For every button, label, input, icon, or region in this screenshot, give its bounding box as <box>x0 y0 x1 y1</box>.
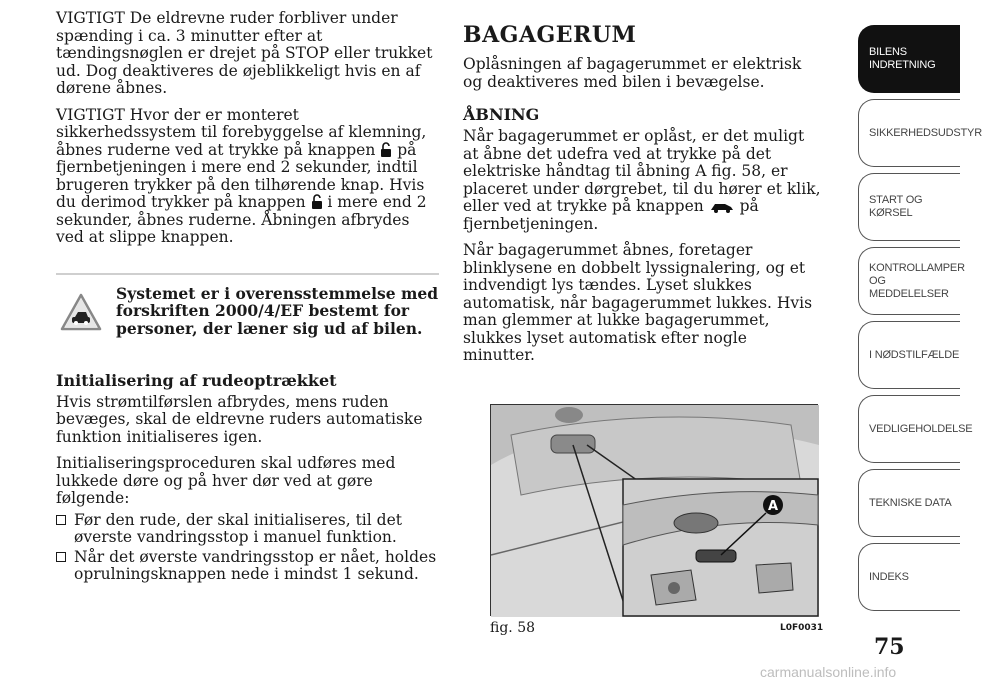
figure-caption: fig. 58 <box>490 620 536 636</box>
section-title: BAGAGERUM <box>463 22 637 48</box>
right-column <box>463 10 823 374</box>
tab-bilens-indretning[interactable]: BILENS INDRETNING <box>858 25 960 93</box>
figure-trunk-handle <box>490 404 818 616</box>
checkbox-bullet-icon <box>56 552 66 562</box>
warning-triangle-icon <box>60 293 102 331</box>
paragraph-init-1: Hvis strømtilførslen afbrydes, mens ruden bevæges, skal de eldrevne ruders automatiske funktion initialiseres igen. <box>56 392 423 446</box>
checkbox-bullet-icon <box>56 515 66 525</box>
left-column <box>56 10 441 586</box>
figure-code: L0F0031 <box>780 623 824 633</box>
tab-nodstilfaelde[interactable]: I NØDSTILFÆLDE <box>858 321 960 389</box>
figure-marker-label: A <box>767 499 779 514</box>
paragraph-important-2 <box>56 107 441 247</box>
warning-text: Systemet er i overensstemmelse med forskriften 2000/4/EF bestemt for personer, der læner sig ud af bilen. <box>116 283 439 338</box>
paragraph-init-2: Initialiseringsproceduren skal udføres med lukkede døre og på hver dør ved at gøre følgende: <box>56 454 396 507</box>
warning-box <box>56 285 441 355</box>
p2-text-b: på fjernbetjeningen i mere end 2 sekunder, indtil brugeren trykker på den tilhørende knap. Hvis du derimod trykker på knappen <box>56 140 425 211</box>
list-item: Når det øverste vandringsstop er nået, holdes oprulningsknappen nede i mindst 1 sekund. <box>56 549 441 584</box>
padlock-open-icon <box>311 194 323 209</box>
list-item: Før den rude, der skal initialiseres, til det øverste vandringsstop i manuel funktion. <box>56 512 441 547</box>
section-divider <box>56 273 439 275</box>
tab-tekniske-data[interactable]: TEKNISKE DATA <box>858 469 960 537</box>
tab-kontrollamper[interactable]: KONTROLLAMPER OG MEDDELELSER <box>858 247 960 315</box>
paragraph-important-1: VIGTIGT De eldrevne ruder forbliver under spænding i ca. 3 minutter efter at tændingsnøglen er drejet på STOP eller trukket ud. Dog deaktiveres de øjeblikkeligt hvis en af dørene åbnes. <box>56 9 433 97</box>
tab-indeks[interactable]: INDEKS <box>858 543 960 611</box>
paragraph-opening <box>463 128 823 233</box>
chapter-sidebar <box>858 25 982 617</box>
padlock-open-icon <box>380 142 392 157</box>
init-title: Initialisering af rudeoptrækket <box>56 370 337 390</box>
page-number: 75 <box>874 634 905 660</box>
opening-text-b: på fjernbetjeningen. <box>463 197 759 233</box>
paragraph-intro: Oplåsningen af bagagerummet er elektrisk og deaktiveres med bilen i bevægelse. <box>463 55 802 91</box>
open-title: ÅBNING <box>463 105 540 124</box>
p2-text-c: i mere end 2 sekunder, åbnes ruderne. Åbningen afbrydes ved at slippe knappen. <box>56 193 427 246</box>
p2-text-a: VIGTIGT Hvor der er monteret sikkerhedssystem til forebyggelse af klemning, åbnes ruderne ved at trykke på knappen <box>56 105 427 159</box>
tab-vedligeholdelse[interactable]: VEDLIGEHOLDELSE <box>858 395 960 463</box>
tab-start-og-korsel[interactable]: START OG KØRSEL <box>858 173 960 241</box>
opening-text-a: Når bagagerummet er oplåst, er det muligt at åbne det udefra ved at trykke på det elektriske håndtag til åbning A fig. 58, er placeret under dørgrebet, til du hører et klik, eller ved at trykke på knappen <box>463 127 821 215</box>
paragraph-lights: Når bagagerummet åbnes, foretager blinklysene en dobbelt lyssignalering, og et indvendigt lys tændes. Lyset slukkes automatisk, når bagagerummet lukkes. Hvis man glemmer at lukke bagagerummet, slukkes lyset automatisk efter nogle minutter. <box>463 241 813 364</box>
tab-sikkerhedsudstyr[interactable]: SIKKERHEDSUDSTYR <box>858 99 960 167</box>
trunk-illustration <box>491 405 819 617</box>
watermark: carmanualsonline.info <box>760 664 897 680</box>
car-trunk-icon <box>709 201 735 213</box>
